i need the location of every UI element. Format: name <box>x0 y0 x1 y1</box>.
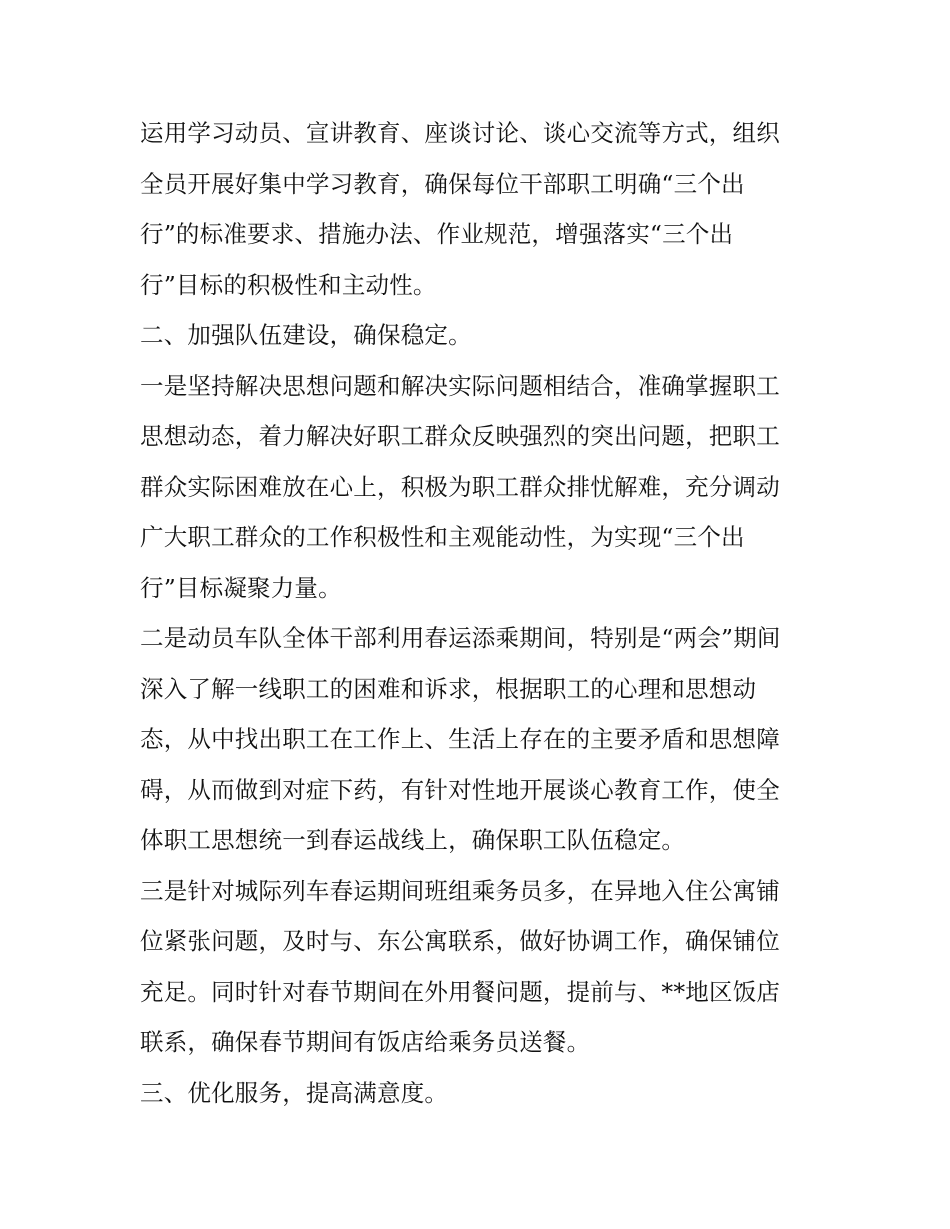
paragraph-line: 三是针对城际列车春运期间班组乘务员多，在异地入住公寓铺 <box>140 876 780 905</box>
paragraph-line: 联系，确保春节期间有饭店给乘务员送餐。 <box>140 1028 591 1056</box>
paragraph-line: 行”的标准要求、措施办法、作业规范，增强落实“三个出 <box>140 220 734 248</box>
document-body <box>140 108 820 1118</box>
paragraph-line: 全员开展好集中学习教育，确保每位干部职工明确“三个出 <box>140 169 745 198</box>
paragraph-line: 行”目标的积极性和主动性。 <box>140 270 437 299</box>
paragraph-line: 一是坚持解决思想问题和解决实际问题相结合，准确掌握职工 <box>140 371 780 400</box>
paragraph-line: 体职工思想统一到春运战线上，确保职工队伍稳定。 <box>140 826 686 854</box>
paragraph-line: 态，从中找出职工在工作上、生活上存在的主要矛盾和思想障 <box>140 725 780 753</box>
paragraph-line: 思想动态，着力解决好职工群众反映强烈的突出问题，把职工 <box>140 422 780 450</box>
paragraph-line: 碍，从而做到对症下药，有针对性地开展谈心教育工作，使全 <box>140 775 780 804</box>
paragraph-line: 充足。同时针对春节期间在外用餐问题，提前与、**地区饭店 <box>140 977 781 1006</box>
paragraph-line: 位紧张问题，及时与、东公寓联系，做好协调工作，确保铺位 <box>140 927 780 955</box>
paragraph-line: 行”目标凝聚力量。 <box>140 573 342 602</box>
paragraph-line: 群众实际困难放在心上，积极为职工群众排忧解难，充分调动 <box>140 472 780 501</box>
section-heading: 三、优化服务，提高满意度。 <box>140 1078 449 1107</box>
paragraph-line: 二是动员车队全体干部利用春运添乘期间，特别是“两会”期间 <box>140 624 781 652</box>
paragraph-line: 运用学习动员、宣讲教育、座谈讨论、谈心交流等方式，组织 <box>140 119 780 147</box>
section-heading: 二、加强队伍建设，确保稳定。 <box>140 321 472 349</box>
paragraph-line: 深入了解一线职工的困难和诉求，根据职工的心理和思想动 <box>140 674 757 703</box>
paragraph-line: 广大职工群众的工作积极性和主观能动性，为实现“三个出 <box>140 523 745 551</box>
